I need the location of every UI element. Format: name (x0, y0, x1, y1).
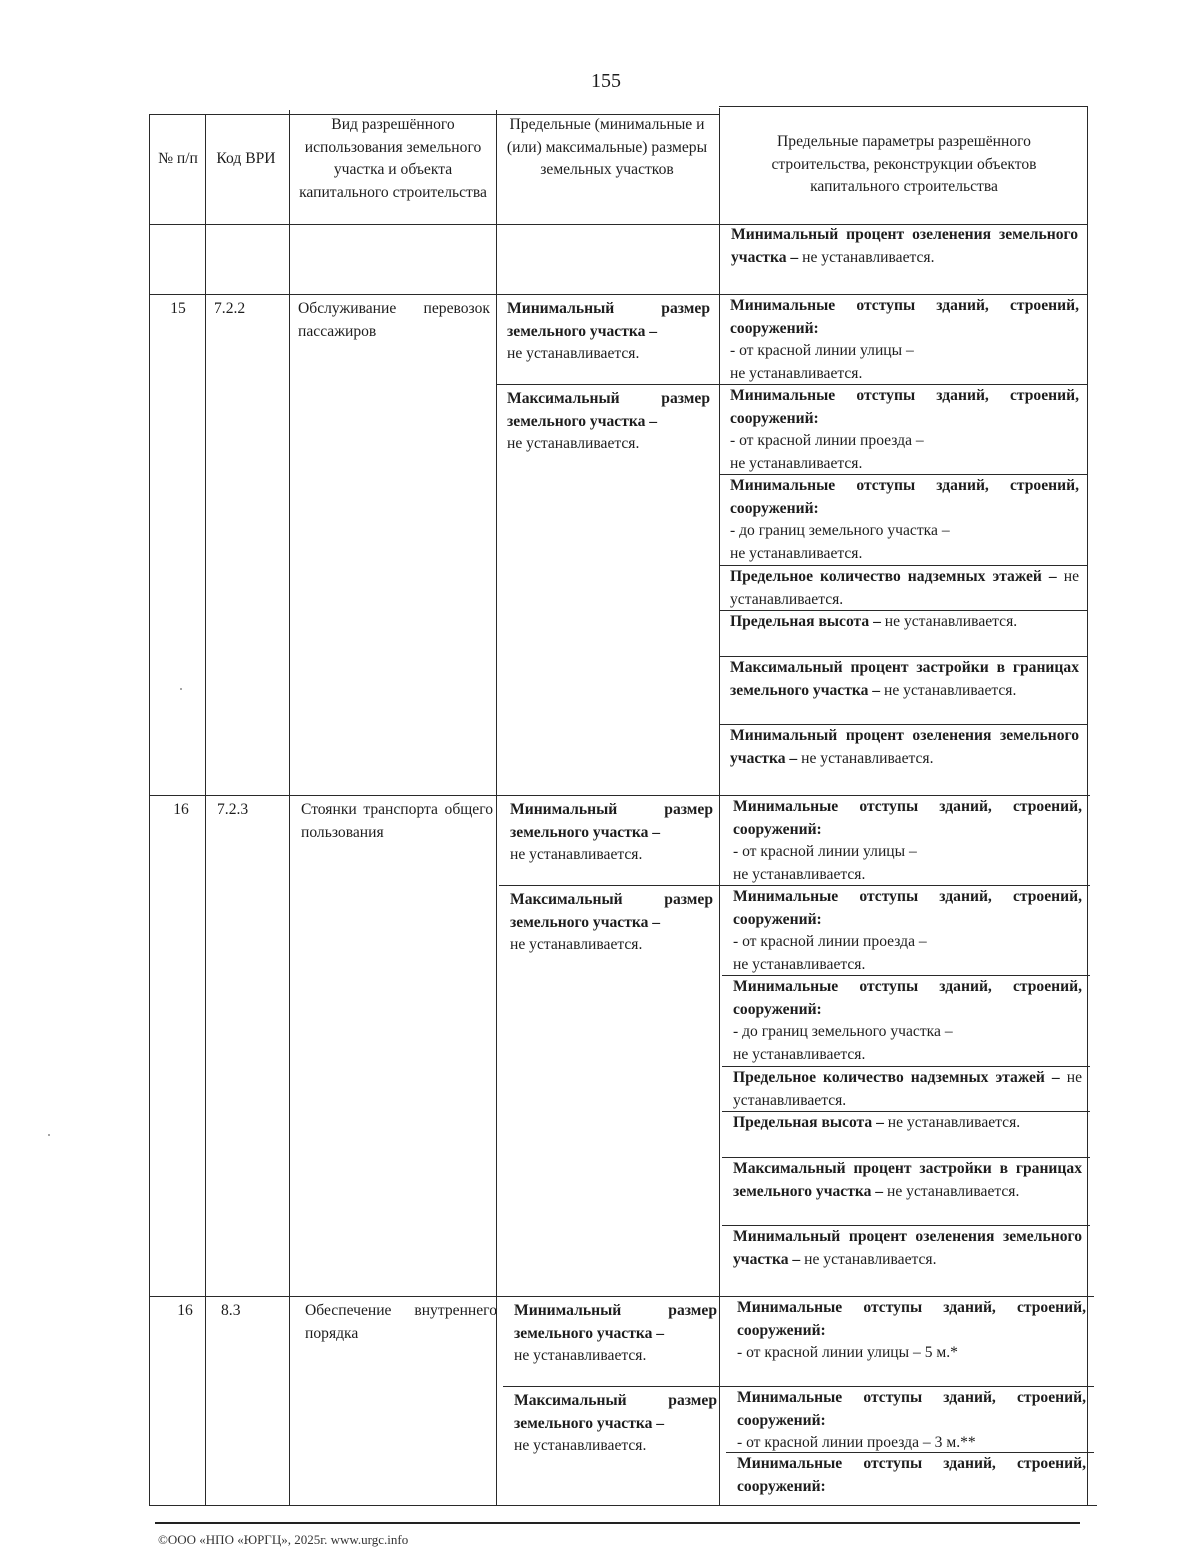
size-divider (499, 885, 722, 886)
size-divider (496, 384, 719, 385)
param-cell (737, 1453, 1086, 1498)
row-code (214, 298, 284, 321)
column-divider (205, 114, 206, 1506)
param-detail: - от красной линии улицы – (733, 843, 917, 861)
param-divider (722, 1157, 1090, 1158)
param-divider (719, 656, 1087, 657)
param-cell (730, 295, 1079, 385)
param-title: Минимальные отступы зданий, строений, сооружений: (730, 477, 1079, 517)
param-title: Минимальный процент озеленения земельного участка – (733, 1228, 1082, 1268)
row-number (152, 298, 204, 321)
header-sizes: Предельные (минимальные и (или) максимальные) размеры земельных участков (506, 116, 708, 179)
param-cell (737, 1387, 1086, 1455)
param-cell (730, 611, 1079, 634)
param-title: Предельное количество надземных этажей – (733, 1069, 1060, 1086)
param-title: Предельная высота – (733, 1114, 884, 1131)
param-detail: - от красной линии проезда – 3 м.** (737, 1434, 976, 1452)
param-cell (733, 1226, 1082, 1271)
param-cell (730, 475, 1079, 565)
param-title: Минимальные отступы зданий, строений, сооружений: (730, 387, 1079, 427)
size-max (510, 889, 713, 957)
size-min-value: не устанавливается. (507, 345, 640, 363)
size-max (514, 1390, 717, 1458)
param-divider (719, 724, 1087, 725)
row-divider (149, 294, 1087, 295)
carryover-param (731, 224, 1078, 269)
header-code: Код ВРИ (216, 150, 276, 167)
param-cell (733, 1158, 1082, 1203)
param-value: не устанавливается. (733, 865, 866, 883)
page-number: 155 (591, 70, 621, 92)
row-use-name-value: Обслуживание перевозок пассажиров (298, 300, 490, 340)
param-value: не устанавливается. (884, 613, 1018, 630)
size-min-value: не устанавливается. (514, 1347, 647, 1365)
param-divider (722, 1066, 1090, 1067)
header-divider (149, 224, 1087, 225)
header-num: № п/п (158, 150, 198, 167)
param-cell (730, 385, 1079, 475)
size-divider (503, 1386, 726, 1387)
size-min-value: не устанавливается. (510, 846, 643, 864)
size-min (507, 298, 710, 366)
param-detail: - до границ земельного участка – (733, 1023, 953, 1041)
row-use-name (298, 298, 490, 343)
param-divider (719, 565, 1087, 566)
size-max-title: Максимальный размер земельного участка – (514, 1392, 717, 1432)
row-number-value: 15 (170, 300, 186, 317)
param-title: Предельная высота – (730, 613, 881, 630)
footer-copyright: ©ООО «НПО «ЮРГЦ», 2025г. www.urgc.info (158, 1532, 409, 1547)
row-use-name (305, 1300, 497, 1345)
carryover-param-value: не устанавливается. (802, 248, 935, 266)
param-title: Минимальные отступы зданий, строений, сооружений: (737, 1455, 1086, 1495)
size-max (507, 388, 710, 456)
table-border-top (719, 106, 1087, 107)
param-title: Минимальные отступы зданий, строений, сооружений: (733, 888, 1082, 928)
scan-speck (48, 1134, 50, 1136)
row-number (155, 799, 207, 822)
param-detail: - до границ земельного участка – (730, 522, 950, 540)
param-cell (733, 1112, 1082, 1135)
row-number-value: 16 (173, 801, 189, 818)
row-code-value: 8.3 (221, 1302, 241, 1319)
size-max-value: не устанавливается. (507, 435, 640, 453)
table-border-bottom (149, 1505, 1097, 1506)
table-border-top (149, 114, 719, 115)
header-use: Вид разрешённого использования земельного участка и объекта капитального строительства (299, 116, 487, 201)
param-title: Минимальные отступы зданий, строений, сооружений: (737, 1299, 1086, 1339)
param-divider (719, 610, 1087, 611)
row-code-value: 7.2.2 (214, 300, 246, 317)
param-cell (730, 566, 1079, 611)
param-cell (733, 1067, 1082, 1112)
size-max-value: не устанавливается. (514, 1437, 647, 1455)
row-number (159, 1300, 211, 1323)
param-title: Минимальные отступы зданий, строений, сооружений: (737, 1389, 1086, 1429)
param-value: не устанавливается. (733, 955, 866, 973)
param-divider (722, 885, 1090, 886)
param-title: Минимальные отступы зданий, строений, сооружений: (733, 798, 1082, 838)
param-title: Минимальный процент озеленения земельного участка – (730, 727, 1079, 767)
size-min (514, 1300, 717, 1368)
row-use-name-value: Стоянки транспорта общего пользования (301, 801, 493, 841)
param-cell (733, 886, 1082, 976)
param-divider (722, 975, 1090, 976)
size-min-title: Минимальный размер земельного участка – (507, 300, 710, 340)
row-code (217, 799, 287, 822)
param-divider (719, 474, 1087, 475)
param-detail: - от красной линии проезда – (730, 432, 924, 450)
size-min-title: Минимальный размер земельного участка – (514, 1302, 717, 1342)
param-cell (733, 976, 1082, 1066)
param-divider (719, 384, 1087, 385)
param-value: не устанавливается. (887, 1114, 1021, 1131)
row-code-value: 7.2.3 (217, 801, 249, 818)
param-detail: - от красной линии улицы – (730, 342, 914, 360)
param-value: не устанавливается. (887, 1182, 1020, 1200)
row-divider (149, 795, 1090, 796)
param-value: не устанавливается. (804, 1250, 937, 1268)
table-border-left (149, 114, 150, 1506)
param-title: Максимальный процент застройки в границах земельного участка – (730, 659, 1079, 699)
param-divider (722, 1225, 1090, 1226)
param-cell (737, 1297, 1086, 1365)
param-value: не устанавливается. (730, 364, 863, 382)
param-title: Минимальные отступы зданий, строений, сооружений: (733, 978, 1082, 1018)
footer-rule (155, 1522, 1080, 1524)
param-divider (722, 1111, 1090, 1112)
param-value: не устанавливается. (733, 1069, 1083, 1109)
size-min-title: Минимальный размер земельного участка – (510, 801, 713, 841)
param-value: не устанавливается. (733, 1045, 866, 1063)
row-use-name-value: Обеспечение внутреннего порядка (305, 1302, 497, 1342)
row-code (221, 1300, 291, 1323)
param-cell (730, 725, 1079, 770)
row-divider (149, 1296, 1094, 1297)
param-value: не устанавливается. (730, 454, 863, 472)
carryover-param-title: Минимальный процент озеленения земельного участка – (731, 226, 1078, 266)
size-max-title: Максимальный размер земельного участка – (510, 891, 713, 931)
row-use-name (301, 799, 493, 844)
param-cell (730, 657, 1079, 702)
param-title: Максимальный процент застройки в границах земельного участка – (733, 1160, 1082, 1200)
row-number-value: 16 (177, 1302, 193, 1319)
param-detail: - от красной линии улицы – 5 м.* (737, 1344, 958, 1362)
param-cell (733, 796, 1082, 886)
size-max-value: не устанавливается. (510, 936, 643, 954)
size-max-title: Максимальный размер земельного участка – (507, 390, 710, 430)
param-value: не устанавливается. (801, 749, 934, 767)
param-divider (726, 1452, 1094, 1453)
header-params: Предельные параметры разрешённого строительства, реконструкции объектов капитального строительства (771, 133, 1037, 196)
scan-speck (180, 688, 182, 690)
param-divider (726, 1386, 1094, 1387)
param-title: Предельное количество надземных этажей – (730, 568, 1057, 585)
param-title: Минимальные отступы зданий, строений, сооружений: (730, 297, 1079, 337)
param-value: не устанавливается. (730, 568, 1080, 608)
param-value: не устанавливается. (730, 544, 863, 562)
param-detail: - от красной линии проезда – (733, 933, 927, 951)
size-min (510, 799, 713, 867)
param-value: не устанавливается. (884, 681, 1017, 699)
